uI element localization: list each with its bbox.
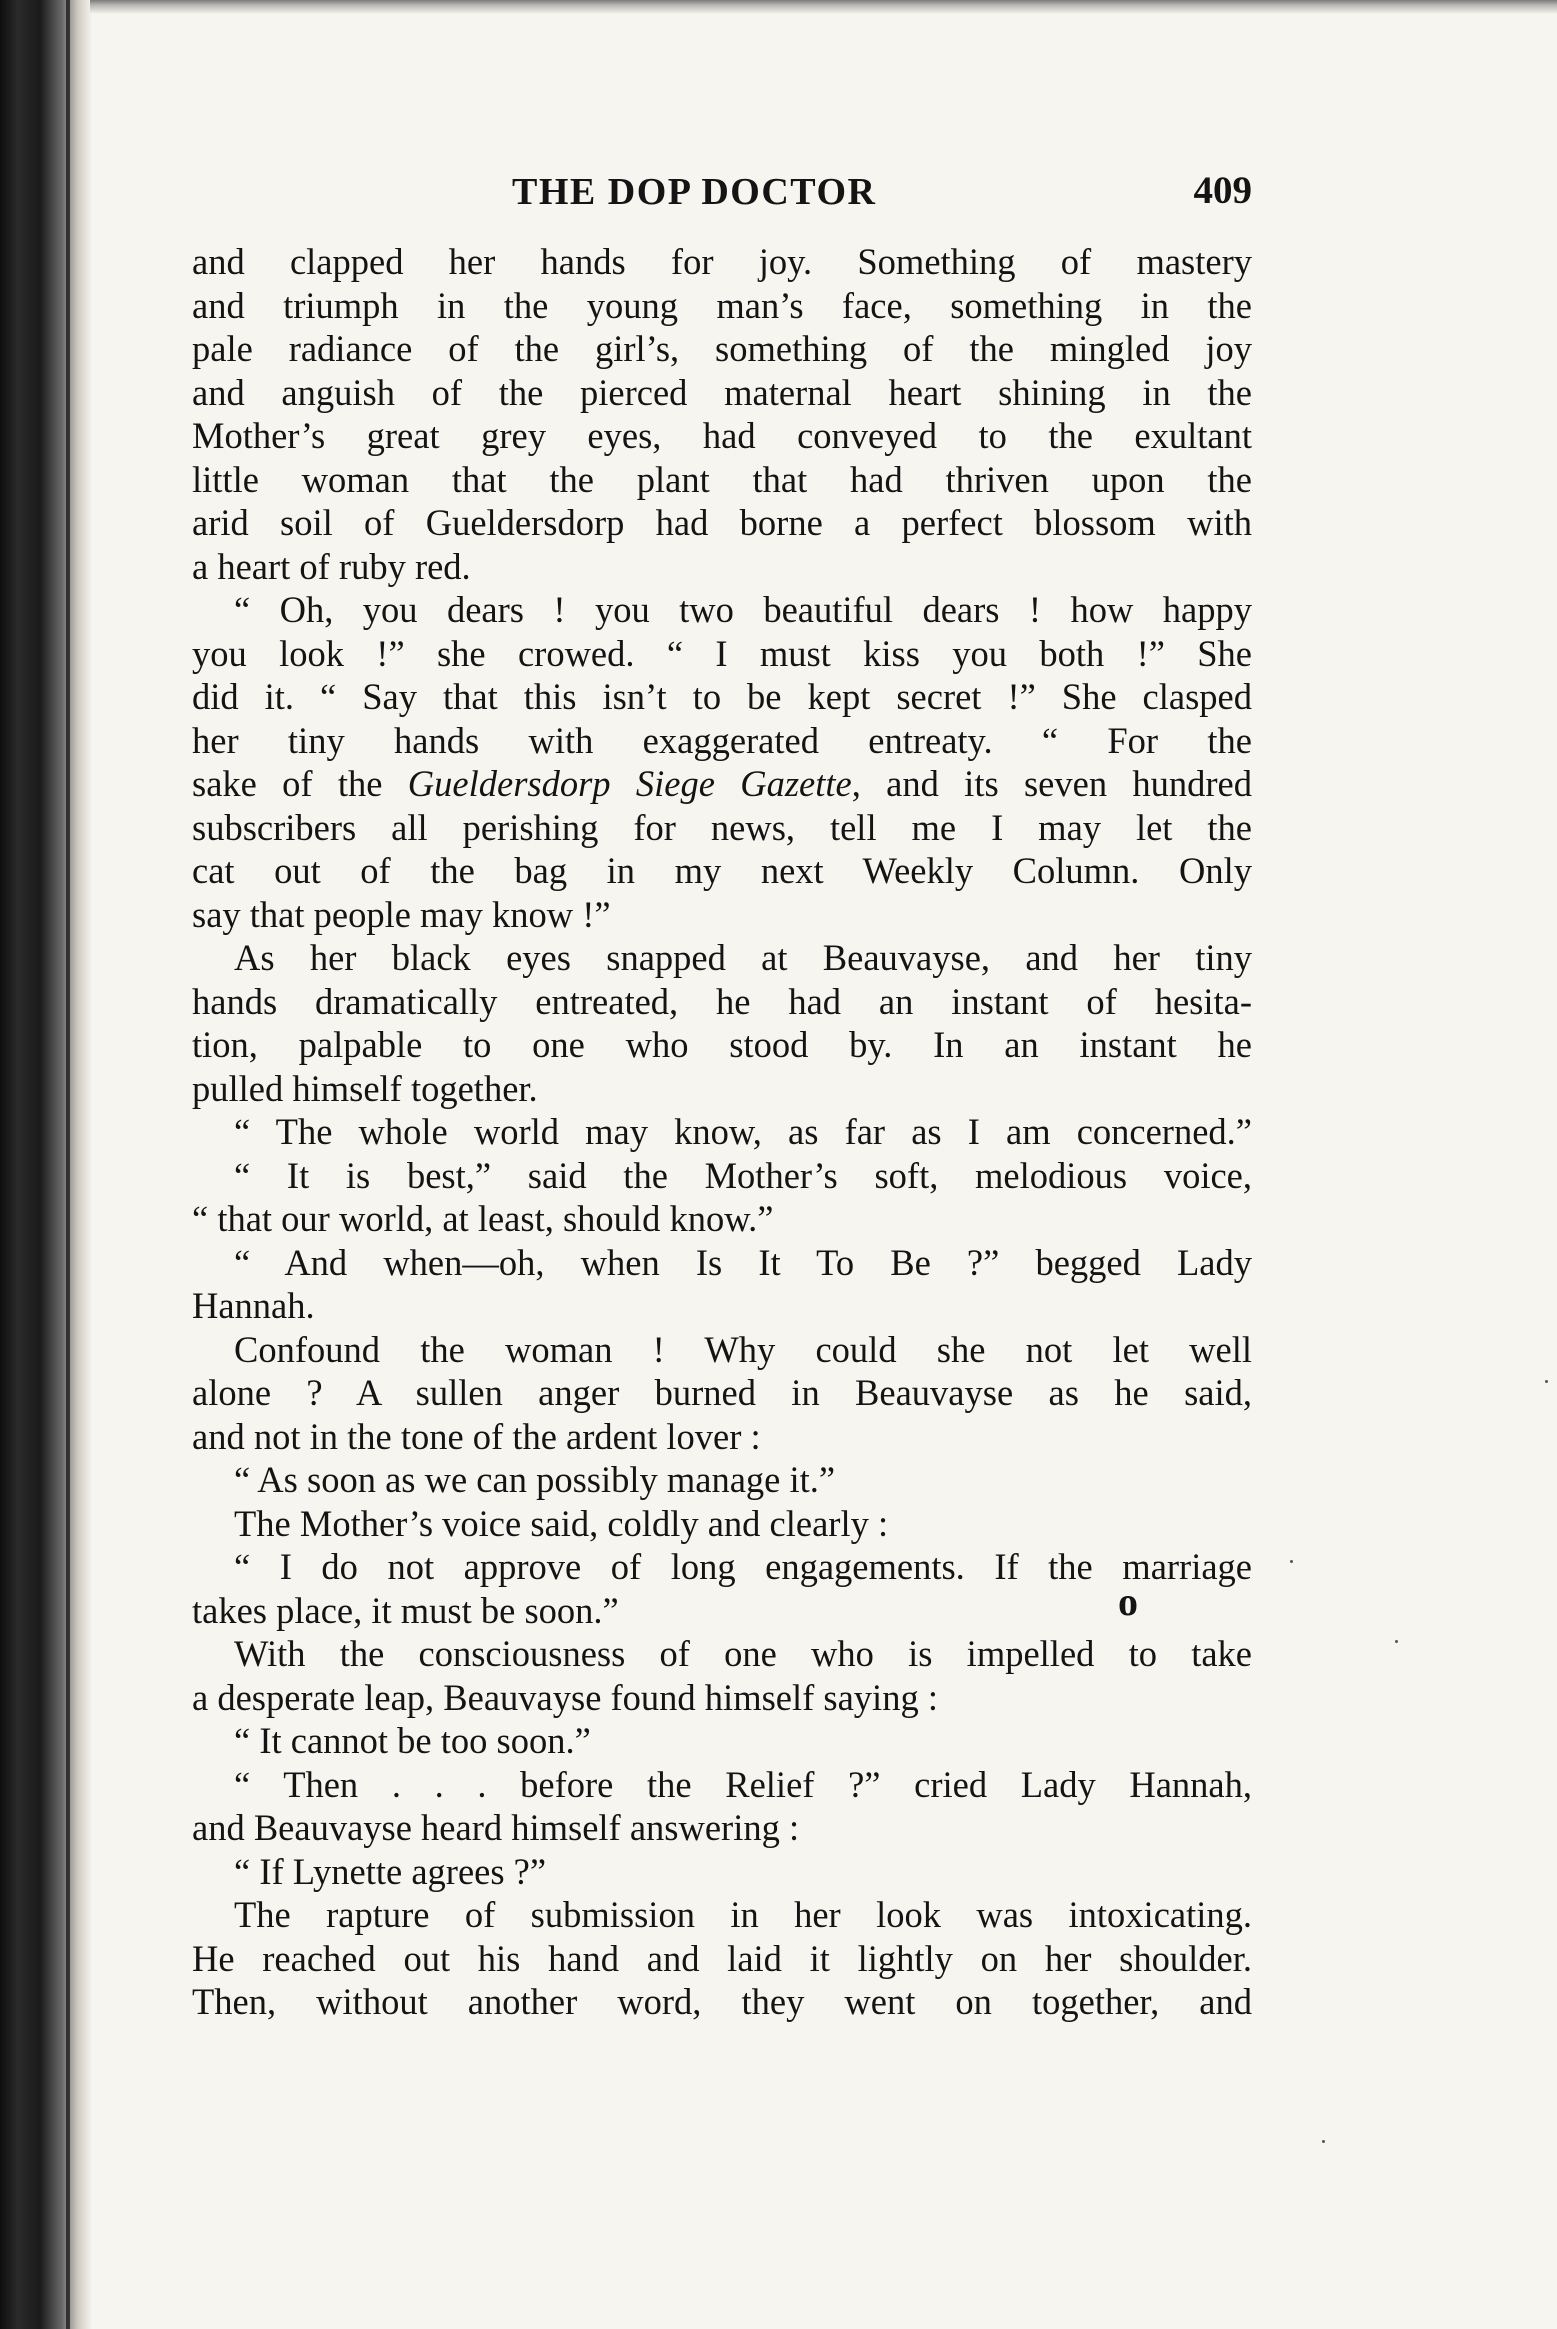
- text-line: a desperate leap, Beauvayse found himself saying :: [192, 1676, 938, 1718]
- text-line: pulled himself together.: [192, 1067, 538, 1109]
- text-line: arid soil of Gueldersdorp had borne a perfect blossom with: [192, 502, 1252, 543]
- text-line: Confound the woman ! Why could she not let well: [234, 1328, 1252, 1370]
- text-line: “ If Lynette agrees ?”: [234, 1850, 547, 1892]
- text-line: “ Oh, you dears ! you two beautiful dears ! how happy: [234, 589, 1252, 630]
- text-line: cat out of the bag in my next Weekly Column. Only: [192, 850, 1252, 891]
- text-line: Then, without another word, they went on together, and: [192, 1981, 1252, 2022]
- text-line: “ And when—oh, when Is It To Be ?” begged Lady: [234, 1241, 1252, 1283]
- text-line: The rapture of submission in her look was intoxicating.: [234, 1894, 1252, 1935]
- text-line: He reached out his hand and laid it lightly on her shoulder.: [192, 1937, 1252, 1979]
- binding-gutter: [0, 0, 92, 2329]
- text-segment: , and its seven hundred: [851, 763, 1252, 804]
- text-line: subscribers all perishing for news, tell me I may let the: [192, 806, 1252, 848]
- newspaper-title: Gueldersdorp Siege Gazette: [407, 763, 852, 804]
- text-line: “ I do not approve of long engagements. If the marriage: [234, 1546, 1252, 1587]
- text-line: “ It is best,” said the Mother’s soft, melodious voice,: [234, 1154, 1252, 1196]
- text-line: and triumph in the young man’s face, something in the: [192, 284, 1252, 326]
- paper-speck: [1545, 1380, 1548, 1383]
- text-line: and clapped her hands for joy. Something of mastery: [192, 241, 1252, 282]
- printer-signature-mark: o: [1118, 1579, 1138, 1624]
- text-line: you look !” she crowed. “ I must kiss you both !” She: [192, 632, 1252, 674]
- text-line: alone ? A sullen anger burned in Beauvayse as he said,: [192, 1372, 1252, 1413]
- paper-speck: [1395, 1640, 1398, 1643]
- page-header: [192, 170, 1252, 230]
- binding-edge-line: [66, 0, 70, 2329]
- text-line: little woman that the plant that had thriven upon the: [192, 458, 1252, 500]
- page-number: 409: [1193, 169, 1252, 212]
- text-line: hands dramatically entreated, he had an instant of hesita-: [192, 980, 1252, 1022]
- text-line: tion, palpable to one who stood by. In an instant he: [192, 1024, 1252, 1065]
- text-line: Hannah.: [192, 1285, 315, 1326]
- text-line: takes place, it must be soon.”: [192, 1589, 619, 1631]
- text-line: “ As soon as we can possibly manage it.”: [234, 1459, 836, 1500]
- paper-speck: [1290, 1560, 1293, 1563]
- text-line: “ The whole world may know, as far as I am concerned.”: [234, 1111, 1252, 1152]
- text-line: a heart of ruby red.: [192, 545, 471, 587]
- text-line: “ that our world, at least, should know.”: [192, 1198, 774, 1239]
- text-line: did it. “ Say that this isn’t to be kept secret !” She clasped: [192, 676, 1252, 717]
- text-line: With the consciousness of one who is impelled to take: [234, 1633, 1252, 1674]
- paper-speck: [1322, 2140, 1325, 2143]
- text-line-italic-title: [192, 762, 1252, 806]
- text-line: As her black eyes snapped at Beauvayse, and her tiny: [234, 937, 1252, 978]
- text-line: her tiny hands with exaggerated entreaty. “ For the: [192, 719, 1252, 761]
- text-line: say that people may know !”: [192, 893, 611, 935]
- text-line: and not in the tone of the ardent lover :: [192, 1415, 761, 1457]
- running-title: THE DOP DOCTOR: [512, 171, 877, 213]
- text-line: Mother’s great grey eyes, had conveyed to the exultant: [192, 415, 1252, 456]
- text-line: and anguish of the pierced maternal heart shining in the: [192, 371, 1252, 413]
- text-line: “ It cannot be too soon.”: [234, 1720, 591, 1761]
- text-line: pale radiance of the girl’s, something of the mingled joy: [192, 328, 1252, 369]
- text-segment: sake of the: [192, 763, 408, 804]
- body-text: [192, 240, 1252, 2024]
- text-line: The Mother’s voice said, coldly and clearly :: [234, 1502, 889, 1544]
- top-page-edge: [90, 0, 1557, 14]
- text-line: and Beauvayse heard himself answering :: [192, 1807, 800, 1848]
- text-line: “ Then . . . before the Relief ?” cried Lady Hannah,: [234, 1763, 1252, 1805]
